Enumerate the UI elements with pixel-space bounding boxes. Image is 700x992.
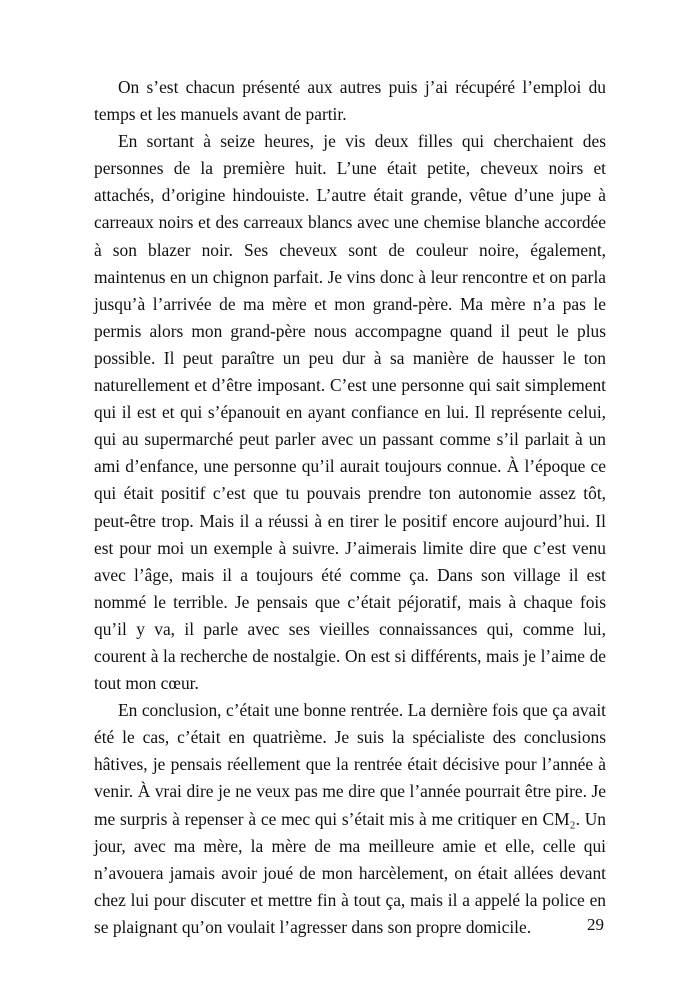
paragraph-3: En conclusion, c’était une bonne rentrée. La dernière fois que ça avait été le cas, c’était en quatrième. Je suis la spécialiste des conclusions hâtives, je pensais réellement que la rentrée était décisive pour l’année à venir. À vrai dire je ne veux pas me dire que l’année pourrait être pire. Je me surpris à repenser à ce mec qui s’était mis à me critiquer en CM₂. Un jour, avec ma mère, la mère de ma meilleure amie et elle, celle qui n’avouera jamais avoir joué de mon harcèlement, on était allées devant chez lui pour discuter et mettre fin à tout ça, mais il a appelé la police en se plaignant qu’on voulait l’agresser dans son propre domicile. bbox=[94, 700, 606, 937]
body-text bbox=[94, 74, 606, 941]
page-number: 29 bbox=[587, 915, 604, 934]
paragraph-2: En sortant à seize heures, je vis deux filles qui cherchaient des personnes de la première huit. L’une était petite, cheveux noirs et attachés, d’origine hindouiste. L’autre était grande, vêtue d’une jupe à carreaux noirs et des carreaux blancs avec une chemise blanche accordée à son blazer noir. Ses cheveux sont de couleur noire, également, maintenus en un chignon parfait. Je vins donc à leur rencontre et on parla jusqu’à l’arrivée de ma mère et mon grand-père. Ma mère n’a pas le permis alors mon grand-père nous accompagne quand il peut le plus possible. Il peut paraître un peu dur à sa manière de hausser le ton naturellement et d’être imposant. C’est une personne qui sait simplement qui il est et qui s’épanouit en ayant confiance en lui. Il représente celui, qui au supermarché peut parler avec un passant comme s’il parlait à un ami d’enfance, une personne qu’il aurait toujours connue. À l’époque ce qui était positif c’est que tu pouvais prendre ton autonomie assez tôt, peut-être trop. Mais il a réussi à en tirer le positif encore aujourd’hui. Il est pour moi un exemple à suivre. J’aimerais limite dire que c’est venu avec l’âge, mais il a toujours été comme ça. Dans son village il est nommé le terrible. Je pensais que c’était péjoratif, mais à chaque fois qu’il y va, il parle avec ses vieilles connaissances qui, comme lui, courent à la recherche de nostalgie. On est si différents, mais je l’aime de tout mon cœur. bbox=[94, 131, 606, 694]
paragraph-1: On s’est chacun présenté aux autres puis j’ai récupéré l’emploi du temps et les manuels avant de partir. bbox=[94, 77, 606, 125]
